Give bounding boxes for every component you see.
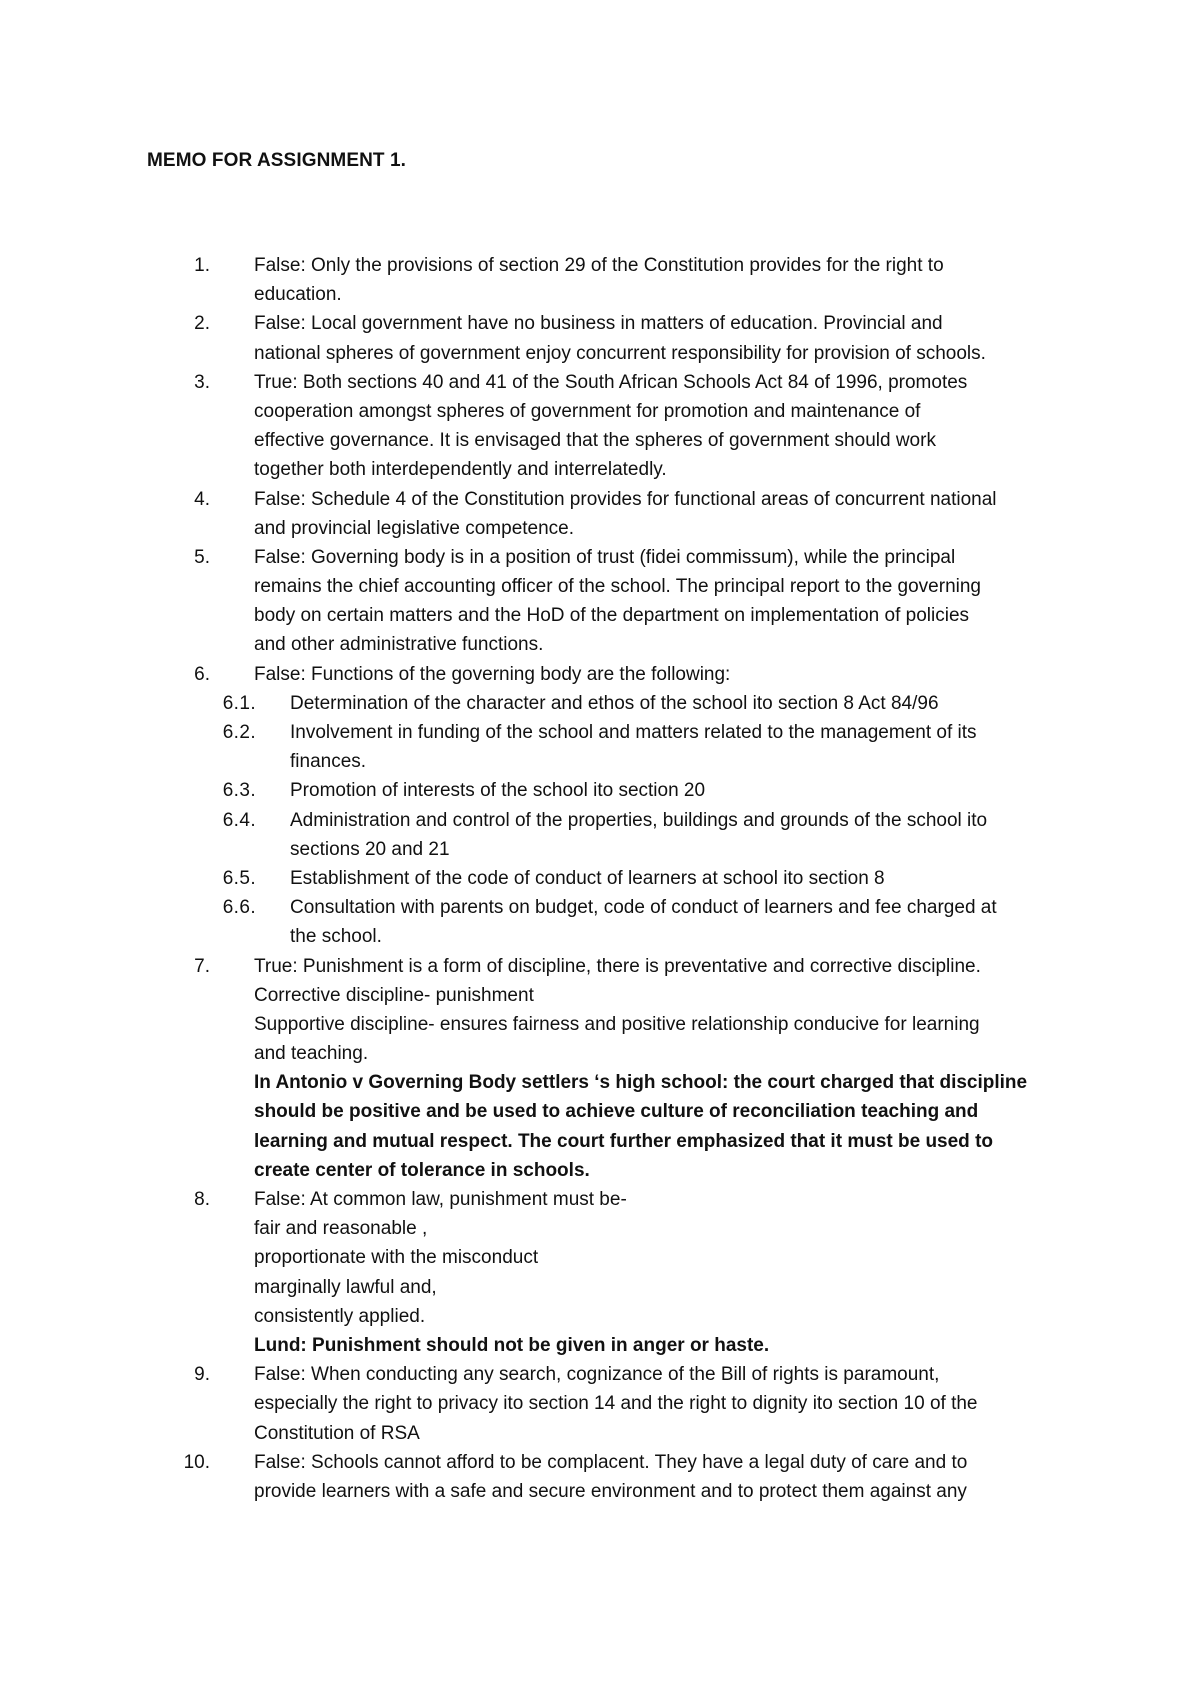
sub-item (0, 893, 1200, 922)
answer-text: False: Functions of the governing body are the following: (254, 663, 731, 685)
answer-continuation (0, 1156, 1200, 1185)
answer-text: cooperation amongst spheres of government for promotion and maintenance of (254, 400, 921, 422)
answer-item (0, 309, 1200, 338)
sub-item-number: 6.4. (222, 809, 256, 831)
answer-continuation (0, 397, 1200, 426)
answer-text: education. (254, 284, 342, 306)
answer-text: marginally lawful and, (254, 1276, 437, 1298)
sub-item-text: Administration and control of the properties, buildings and grounds of the school ito (290, 809, 988, 831)
answer-text: True: Punishment is a form of discipline, there is preventative and corrective discipline. (254, 955, 981, 977)
sub-item (0, 806, 1200, 835)
sub-item (0, 718, 1200, 747)
answer-continuation (0, 339, 1200, 368)
answer-number: 2. (194, 313, 210, 335)
answer-text: Constitution of RSA (254, 1422, 420, 1444)
answer-text: False: At common law, punishment must be- (254, 1189, 627, 1210)
sub-item-number: 6.6. (222, 897, 256, 919)
sub-item-text: Involvement in funding of the school and matters related to the management of its (290, 722, 977, 743)
answer-text: effective governance. It is envisaged that the spheres of government should work (254, 430, 936, 452)
answer-number: 6. (194, 663, 210, 685)
answer-text: provide learners with a safe and secure environment and to protect them against any (254, 1480, 967, 1502)
sub-item (0, 776, 1200, 805)
answer-text: False: Local government have no business in matters of education. Provincial and (254, 313, 943, 335)
sub-item-continuation (0, 835, 1200, 864)
answer-text: False: Governing body is in a position of trust (fidei commissum), while the principal (254, 546, 956, 568)
answer-text: body on certain matters and the HoD of the department on implementation of policies (254, 605, 970, 627)
answer-text: False: Schools cannot afford to be complacent. They have a legal duty of care and to (254, 1451, 968, 1473)
answer-number: 3. (194, 371, 210, 393)
bold-case-note: should be positive and be used to achieve culture of reconciliation teaching and (254, 1101, 979, 1123)
answer-number: 7. (194, 955, 210, 977)
sub-item-number: 6.1. (222, 692, 256, 714)
answer-item (0, 1360, 1200, 1389)
answer-item (0, 485, 1200, 514)
answer-continuation (0, 981, 1200, 1010)
answer-text: False: When conducting any search, cognizance of the Bill of rights is paramount, (254, 1364, 940, 1386)
answer-number: 4. (194, 488, 210, 510)
answer-text: proportionate with the misconduct (254, 1247, 539, 1269)
sub-item-text: Establishment of the code of conduct of learners at school ito section 8 (290, 867, 885, 889)
answer-text: consistently applied. (254, 1305, 426, 1327)
answer-continuation (0, 1389, 1200, 1418)
answer-text: fair and reasonable , (254, 1218, 428, 1240)
sub-item (0, 689, 1200, 718)
answer-continuation (0, 601, 1200, 630)
answer-number: 9. (194, 1364, 210, 1386)
answer-text: national spheres of government enjoy concurrent responsibility for provision of schools. (254, 342, 986, 364)
sub-item-text: sections 20 and 21 (290, 838, 450, 860)
sub-item-text: Consultation with parents on budget, code of conduct of learners and fee charged at (290, 897, 997, 919)
answer-item (0, 543, 1200, 572)
memo-answer-list (0, 251, 1200, 1506)
bold-case-note: create center of tolerance in schools. (254, 1159, 590, 1181)
answer-continuation (0, 1039, 1200, 1068)
answer-item (0, 1185, 1200, 1214)
answer-continuation (0, 426, 1200, 455)
sub-item-text: finances. (290, 751, 367, 773)
answer-text: together both interdependently and interrelatedly. (254, 459, 667, 481)
answer-item (0, 952, 1200, 981)
answer-text: False: Only the provisions of section 29 of the Constitution provides for the right to (254, 255, 944, 276)
answer-item (0, 251, 1200, 280)
answer-continuation (0, 1477, 1200, 1506)
answer-text: False: Schedule 4 of the Constitution provides for functional areas of concurrent national (254, 488, 997, 510)
answer-continuation (0, 1097, 1200, 1126)
answer-text: Supportive discipline- ensures fairness and positive relationship conducive for learning (254, 1013, 980, 1035)
sub-item-number: 6.3. (222, 780, 256, 802)
answer-item (0, 660, 1200, 689)
sub-item-continuation (0, 747, 1200, 776)
answer-item (0, 1448, 1200, 1477)
answer-text: Corrective discipline- punishment (254, 984, 534, 1006)
answer-text: especially the right to privacy ito section 14 and the right to dignity ito section 10 of the (254, 1393, 978, 1415)
answer-continuation (0, 514, 1200, 543)
answer-text: and teaching. (254, 1043, 369, 1065)
sub-item-continuation (0, 922, 1200, 951)
sub-item-number: 6.5. (222, 867, 256, 889)
answer-text: remains the chief accounting officer of the school. The principal report to the governing (254, 576, 982, 598)
answer-continuation (0, 1302, 1200, 1331)
answer-continuation (0, 572, 1200, 601)
answer-continuation (0, 1214, 1200, 1243)
answer-number: 8. (194, 1189, 210, 1210)
answer-continuation (0, 455, 1200, 484)
answer-continuation (0, 1127, 1200, 1156)
answer-continuation (0, 1243, 1200, 1272)
answer-text: and provincial legislative competence. (254, 517, 575, 539)
answer-text: and other administrative functions. (254, 634, 544, 656)
answer-continuation (0, 1273, 1200, 1302)
answer-number: 1. (194, 255, 210, 276)
bold-case-note: Lund: Punishment should not be given in anger or haste. (254, 1334, 770, 1356)
answer-number: 10. (183, 1451, 210, 1473)
answer-text: True: Both sections 40 and 41 of the South African Schools Act 84 of 1996, promotes (254, 371, 968, 393)
answer-continuation (0, 1010, 1200, 1039)
answer-continuation (0, 280, 1200, 309)
answer-continuation (0, 630, 1200, 659)
answer-item (0, 368, 1200, 397)
sub-item-number: 6.2. (222, 722, 256, 743)
answer-continuation (0, 1068, 1200, 1097)
sub-item-text: Determination of the character and ethos of the school ito section 8 Act 84/96 (290, 692, 939, 714)
answer-continuation (0, 1419, 1200, 1448)
sub-item-text: Promotion of interests of the school ito section 20 (290, 780, 706, 802)
sub-item (0, 864, 1200, 893)
bold-case-note: In Antonio v Governing Body settlers ‘s high school: the court charged that discipline (254, 1072, 1028, 1094)
answer-continuation (0, 1331, 1200, 1360)
sub-item-text: the school. (290, 926, 382, 948)
answer-number: 5. (194, 546, 210, 568)
document-title: MEMO FOR ASSIGNMENT 1. (147, 150, 407, 171)
bold-case-note: learning and mutual respect. The court further emphasized that it must be used to (254, 1130, 993, 1152)
